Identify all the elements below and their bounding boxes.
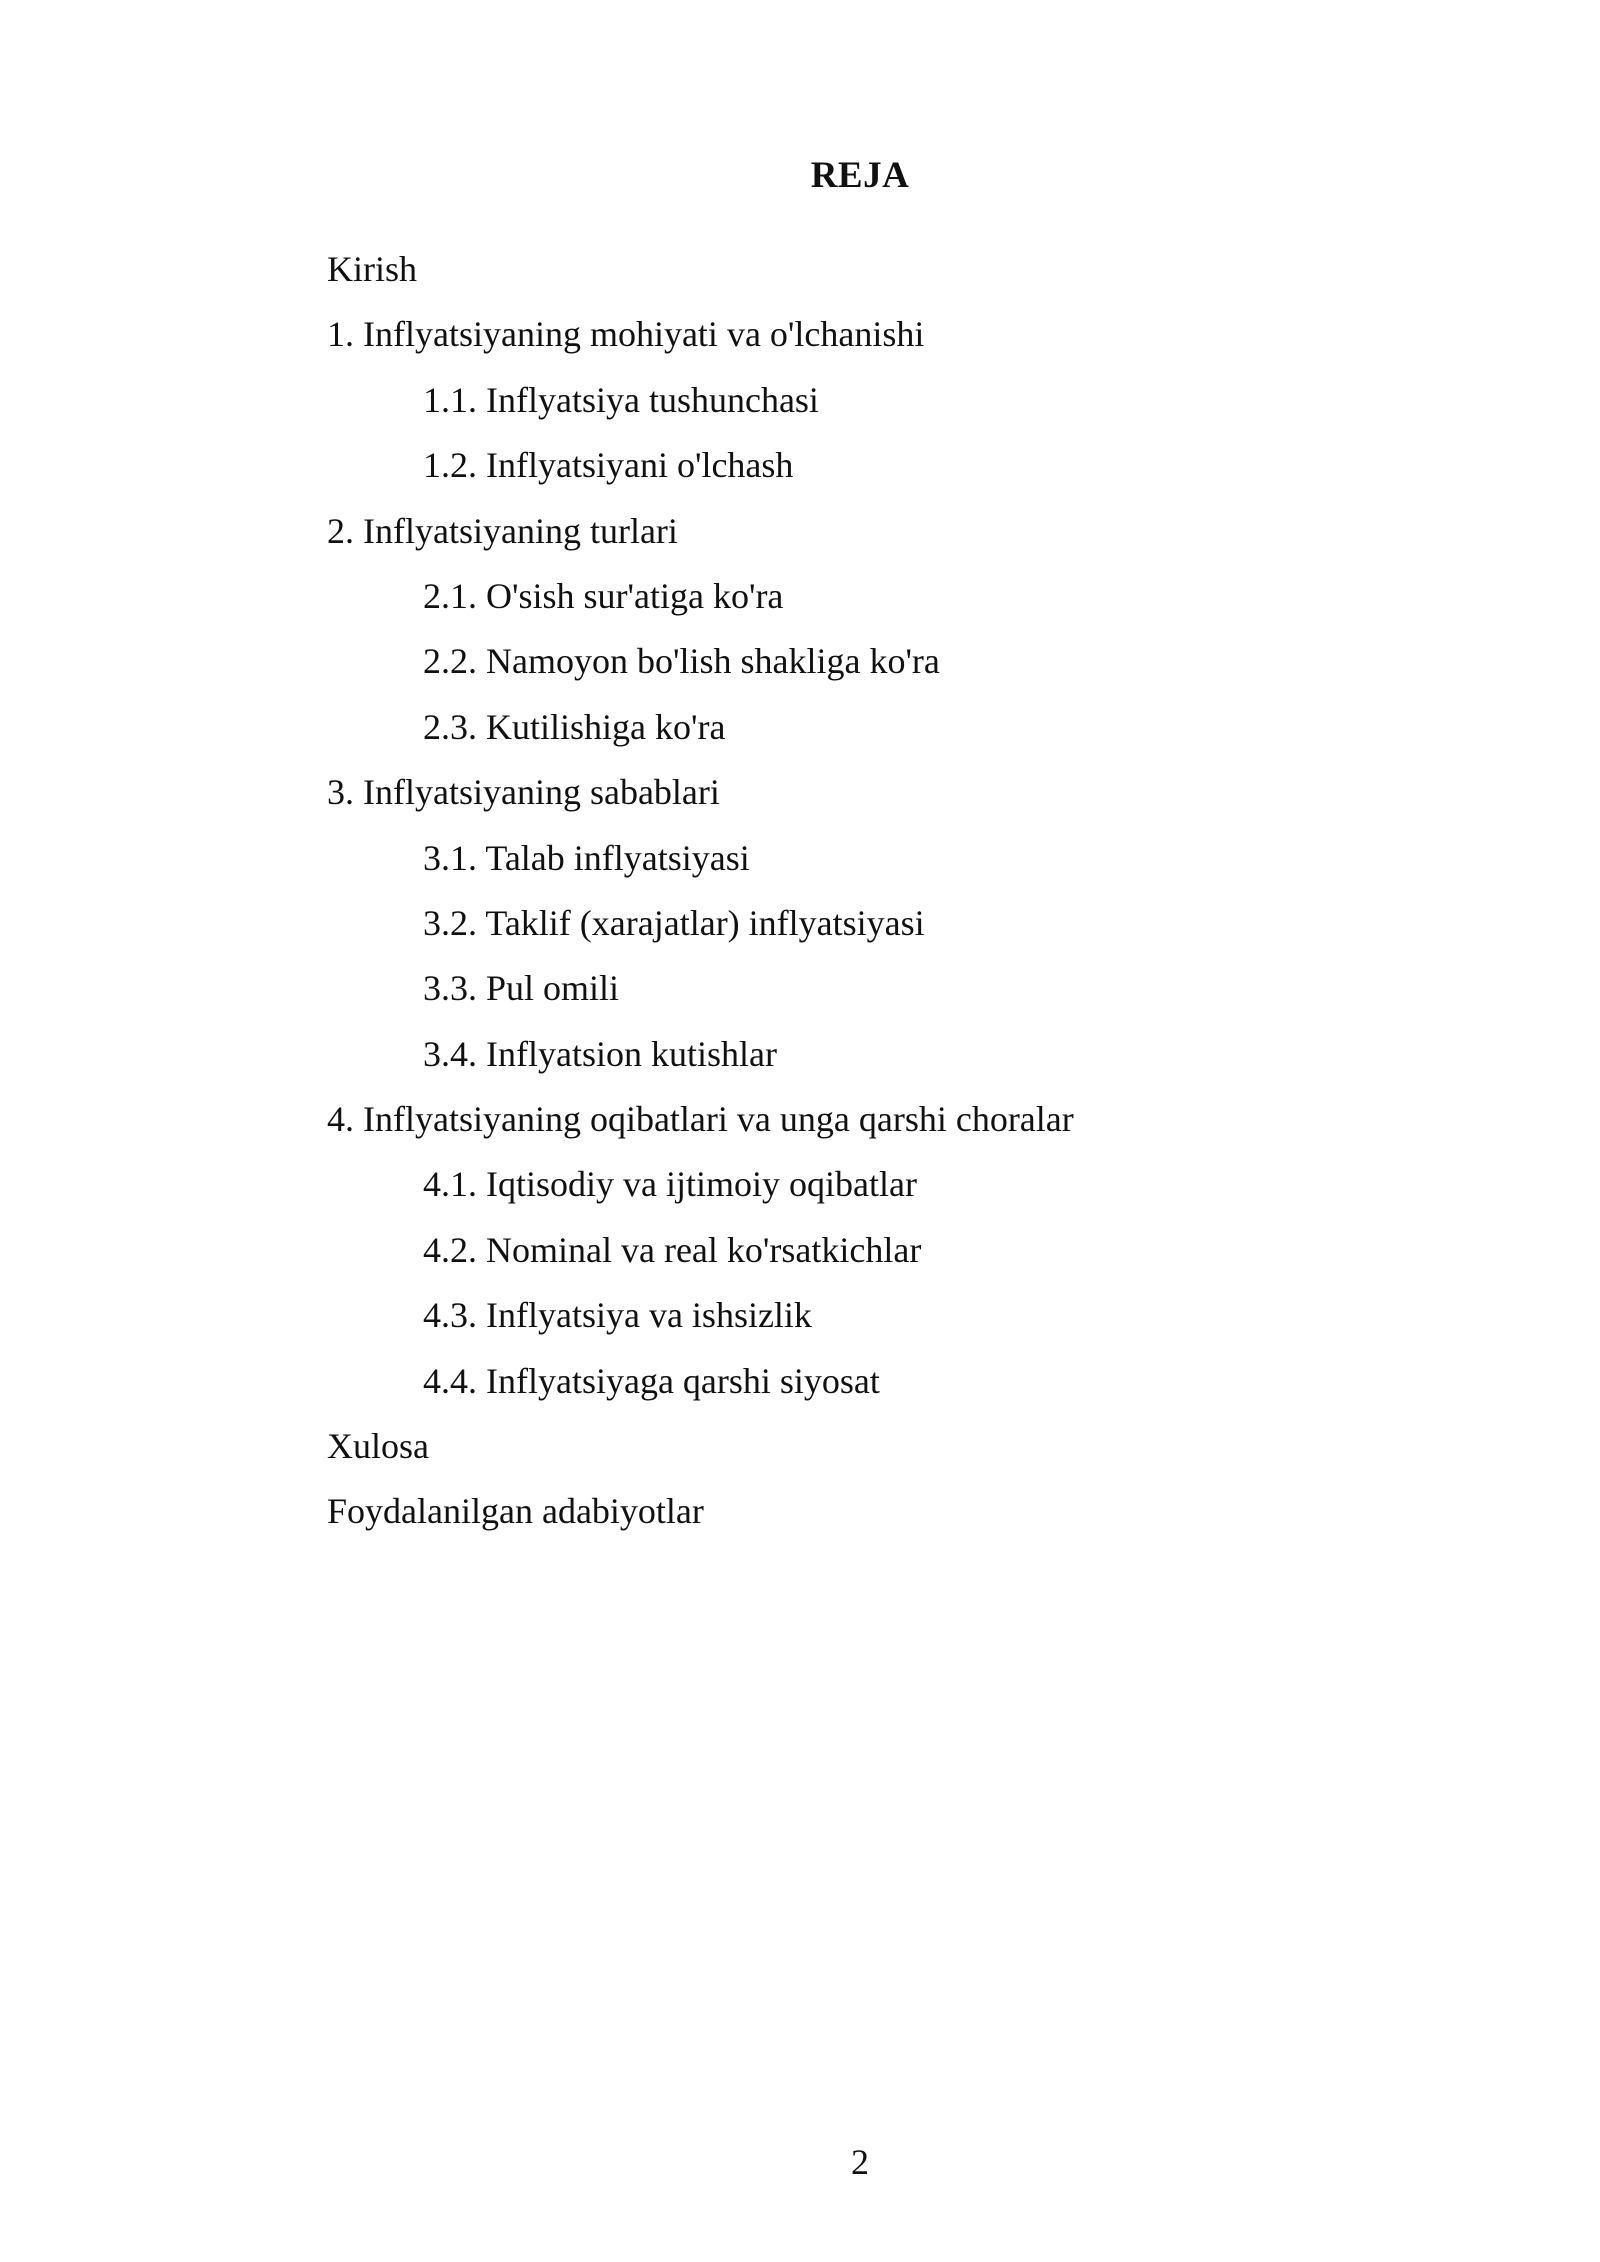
toc-section-item: 2. Inflyatsiyaning turlari [327, 510, 678, 551]
toc-subsection-item: 2.1. O'sish sur'atiga ko'ra [423, 575, 784, 616]
page-number: 2 [851, 2142, 869, 2182]
toc-section-item: Xulosa [327, 1426, 429, 1467]
toc-subsection-item: 3.2. Taklif (xarajatlar) inflyatsiyasi [423, 902, 925, 943]
toc-section-item: 4. Inflyatsiyaning oqibatlari va unga qarshi choralar [327, 1099, 1074, 1140]
page-title: REJA [810, 155, 910, 196]
toc-section-item: 3. Inflyatsiyaning sabablari [327, 772, 720, 813]
toc-subsection-item: 3.1. Talab inflyatsiyasi [423, 837, 750, 878]
toc-subsection-item: 4.2. Nominal va real ko'rsatkichlar [423, 1229, 922, 1270]
toc-subsection-item: 4.3. Inflyatsiya va ishsizlik [423, 1295, 812, 1336]
toc-subsection-item: 2.3. Kutilishiga ko'ra [423, 706, 726, 747]
toc-subsection-item: 3.3. Pul omili [423, 968, 620, 1009]
toc-subsection-item: 1.1. Inflyatsiya tushunchasi [423, 379, 819, 420]
toc-section-item: 1. Inflyatsiyaning mohiyati va o'lchanishi [327, 314, 925, 355]
table-of-contents [327, 243, 1074, 1551]
toc-subsection-item: 4.1. Iqtisodiy va ijtimoiy oqibatlar [423, 1164, 917, 1205]
toc-subsection-item: 4.4. Inflyatsiyaga qarshi siyosat [423, 1360, 880, 1401]
toc-section-item: Foydalanilgan adabiyotlar [327, 1491, 704, 1532]
toc-subsection-item: 1.2. Inflyatsiyani o'lchash [423, 445, 794, 486]
toc-subsection-item: 2.2. Namoyon bo'lish shakliga ko'ra [423, 641, 940, 682]
toc-subsection-item: 3.4. Inflyatsion kutishlar [423, 1033, 777, 1074]
toc-section-item: Kirish [327, 249, 417, 289]
